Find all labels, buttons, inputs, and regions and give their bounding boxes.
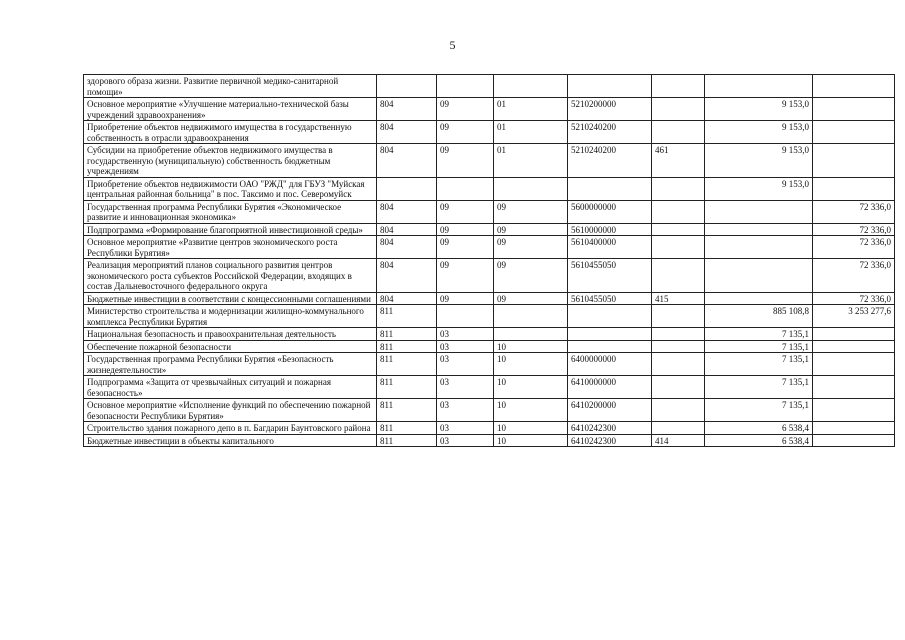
row-article-cell: 6410242300 — [568, 422, 652, 435]
table-row — [84, 144, 895, 178]
row-code-cell: 811 — [377, 328, 437, 341]
row-section-cell: 03 — [437, 434, 494, 447]
budget-table-body — [84, 75, 895, 447]
row-subsection-cell: 10 — [494, 434, 568, 447]
row-article-cell: 5610455050 — [568, 292, 652, 305]
row-article-cell: 5210240200 — [568, 121, 652, 144]
row-value1-cell — [705, 259, 813, 293]
row-value1-cell: 9 153,0 — [705, 121, 813, 144]
row-section-cell — [437, 305, 494, 328]
row-section-cell: 09 — [437, 259, 494, 293]
row-value2-cell: 72 336,0 — [813, 236, 895, 259]
row-section-cell: 09 — [437, 121, 494, 144]
table-row — [84, 340, 895, 353]
row-section-cell: 09 — [437, 144, 494, 178]
row-subsection-cell: 09 — [494, 292, 568, 305]
row-code-cell: 811 — [377, 353, 437, 376]
row-type-cell: 461 — [652, 144, 705, 178]
row-subsection-cell: 10 — [494, 399, 568, 422]
row-code-cell: 811 — [377, 399, 437, 422]
row-value1-cell — [705, 223, 813, 236]
row-value1-cell: 6 538,4 — [705, 434, 813, 447]
table-row — [84, 121, 895, 144]
row-section-cell: 09 — [437, 292, 494, 305]
row-value2-cell — [813, 376, 895, 399]
row-article-cell — [568, 177, 652, 200]
row-type-cell — [652, 121, 705, 144]
row-subsection-cell: 01 — [494, 144, 568, 178]
table-row — [84, 399, 895, 422]
row-value1-cell: 9 153,0 — [705, 98, 813, 121]
row-value1-cell: 7 135,1 — [705, 353, 813, 376]
table-row — [84, 422, 895, 435]
row-value2-cell — [813, 98, 895, 121]
row-section-cell: 09 — [437, 98, 494, 121]
row-code-cell: 811 — [377, 434, 437, 447]
row-section-cell: 03 — [437, 422, 494, 435]
row-name-cell: Основное мероприятие «Развитие центров экономического роста Республики Бурятия» — [84, 236, 377, 259]
row-article-cell: 6400000000 — [568, 353, 652, 376]
row-type-cell — [652, 353, 705, 376]
row-subsection-cell: 10 — [494, 422, 568, 435]
row-type-cell — [652, 75, 705, 98]
row-type-cell — [652, 422, 705, 435]
row-name-cell: Основное мероприятие «Исполнение функций по обеспечению пожарной безопасности Республики Бурятия» — [84, 399, 377, 422]
row-value2-cell — [813, 434, 895, 447]
row-code-cell: 804 — [377, 200, 437, 223]
row-code-cell: 804 — [377, 98, 437, 121]
table-row — [84, 75, 895, 98]
table-row — [84, 236, 895, 259]
row-value1-cell — [705, 236, 813, 259]
row-article-cell: 5610455050 — [568, 259, 652, 293]
row-section-cell: 03 — [437, 376, 494, 399]
row-value1-cell — [705, 292, 813, 305]
row-code-cell — [377, 177, 437, 200]
row-type-cell — [652, 98, 705, 121]
row-code-cell: 804 — [377, 236, 437, 259]
row-subsection-cell: 10 — [494, 376, 568, 399]
row-name-cell: здорового образа жизни. Развитие первичной медико-санитарной помощи» — [84, 75, 377, 98]
row-value2-cell — [813, 399, 895, 422]
row-value2-cell — [813, 121, 895, 144]
row-value2-cell: 72 336,0 — [813, 259, 895, 293]
row-name-cell: Бюджетные инвестиции в соответствии с концессионными соглашениями — [84, 292, 377, 305]
row-subsection-cell: 09 — [494, 223, 568, 236]
row-value2-cell — [813, 144, 895, 178]
row-name-cell: Министерство строительства и модернизации жилищно-коммунального комплекса Республики Бурятия — [84, 305, 377, 328]
table-row — [84, 292, 895, 305]
row-type-cell: 414 — [652, 434, 705, 447]
row-subsection-cell: 01 — [494, 98, 568, 121]
row-section-cell: 09 — [437, 223, 494, 236]
row-name-cell: Приобретение объектов недвижимости ОАО "РЖД" для ГБУЗ "Муйская центральная районная больница" в пос. Таксимо и пос. Северомуйск — [84, 177, 377, 200]
row-value2-cell: 72 336,0 — [813, 292, 895, 305]
row-value2-cell: 72 336,0 — [813, 200, 895, 223]
table-row — [84, 353, 895, 376]
row-name-cell: Государственная программа Республики Бурятия «Безопасность жизнедеятельности» — [84, 353, 377, 376]
row-name-cell: Реализация мероприятий планов социального развития центров экономического роста субъектов Российской Федерации, входящих в состав Дальневосточного федерального округа — [84, 259, 377, 293]
row-section-cell: 03 — [437, 328, 494, 341]
row-value1-cell — [705, 75, 813, 98]
row-value2-cell: 72 336,0 — [813, 223, 895, 236]
table-row — [84, 98, 895, 121]
table-row — [84, 434, 895, 447]
row-article-cell: 5610000000 — [568, 223, 652, 236]
row-subsection-cell — [494, 305, 568, 328]
row-type-cell — [652, 177, 705, 200]
row-value1-cell: 9 153,0 — [705, 144, 813, 178]
row-value1-cell: 7 135,1 — [705, 328, 813, 341]
row-code-cell: 804 — [377, 144, 437, 178]
row-value2-cell: 3 253 277,6 — [813, 305, 895, 328]
row-name-cell: Приобретение объектов недвижимого имущества в государственную собственность в отрасли здравоохранения — [84, 121, 377, 144]
row-name-cell: Строительство здания пожарного депо в п. Багдарин Баунтовского района — [84, 422, 377, 435]
row-value1-cell: 885 108,8 — [705, 305, 813, 328]
row-article-cell — [568, 75, 652, 98]
row-type-cell: 415 — [652, 292, 705, 305]
row-code-cell: 804 — [377, 292, 437, 305]
row-code-cell: 811 — [377, 305, 437, 328]
row-article-cell: 5210200000 — [568, 98, 652, 121]
row-section-cell — [437, 75, 494, 98]
row-value2-cell — [813, 340, 895, 353]
row-article-cell — [568, 340, 652, 353]
row-subsection-cell: 10 — [494, 340, 568, 353]
row-article-cell: 5210240200 — [568, 144, 652, 178]
table-row — [84, 305, 895, 328]
row-value1-cell: 7 135,1 — [705, 340, 813, 353]
row-value1-cell: 9 153,0 — [705, 177, 813, 200]
budget-table — [83, 74, 895, 447]
row-article-cell: 5610400000 — [568, 236, 652, 259]
row-type-cell — [652, 340, 705, 353]
table-row — [84, 177, 895, 200]
table-row — [84, 328, 895, 341]
row-code-cell: 804 — [377, 121, 437, 144]
row-article-cell — [568, 328, 652, 341]
row-code-cell: 811 — [377, 422, 437, 435]
row-article-cell: 6410000000 — [568, 376, 652, 399]
row-name-cell: Основное мероприятие «Улучшение материально-технической базы учреждений здравоохранения» — [84, 98, 377, 121]
row-section-cell: 03 — [437, 399, 494, 422]
table-row — [84, 200, 895, 223]
row-article-cell: 6410242300 — [568, 434, 652, 447]
row-type-cell — [652, 223, 705, 236]
row-type-cell — [652, 236, 705, 259]
row-type-cell — [652, 200, 705, 223]
row-subsection-cell: 09 — [494, 200, 568, 223]
row-code-cell: 811 — [377, 340, 437, 353]
row-name-cell: Обеспечение пожарной безопасности — [84, 340, 377, 353]
row-value2-cell — [813, 422, 895, 435]
row-code-cell: 811 — [377, 376, 437, 399]
table-row — [84, 259, 895, 293]
row-section-cell: 03 — [437, 340, 494, 353]
row-subsection-cell — [494, 328, 568, 341]
row-value1-cell: 6 538,4 — [705, 422, 813, 435]
row-code-cell: 804 — [377, 259, 437, 293]
row-section-cell — [437, 177, 494, 200]
row-type-cell — [652, 259, 705, 293]
page-number: 5 — [449, 38, 456, 52]
row-subsection-cell: 09 — [494, 259, 568, 293]
row-section-cell: 03 — [437, 353, 494, 376]
row-type-cell — [652, 399, 705, 422]
row-name-cell: Национальная безопасность и правоохранительная деятельность — [84, 328, 377, 341]
table-row — [84, 223, 895, 236]
table-row — [84, 376, 895, 399]
row-name-cell: Субсидии на приобретение объектов недвижимого имущества в государственную (муниципальную) собственность бюджетным учреждениям — [84, 144, 377, 178]
row-subsection-cell — [494, 75, 568, 98]
row-article-cell: 5600000000 — [568, 200, 652, 223]
row-value1-cell: 7 135,1 — [705, 399, 813, 422]
row-article-cell: 6410200000 — [568, 399, 652, 422]
row-value2-cell — [813, 177, 895, 200]
row-value2-cell — [813, 328, 895, 341]
row-name-cell: Подпрограмма «Формирование благоприятной инвестиционной среды» — [84, 223, 377, 236]
row-subsection-cell: 09 — [494, 236, 568, 259]
row-section-cell: 09 — [437, 236, 494, 259]
row-article-cell — [568, 305, 652, 328]
row-code-cell: 804 — [377, 223, 437, 236]
row-value1-cell: 7 135,1 — [705, 376, 813, 399]
row-subsection-cell: 01 — [494, 121, 568, 144]
row-name-cell: Бюджетные инвестиции в объекты капитального — [84, 434, 377, 447]
row-section-cell: 09 — [437, 200, 494, 223]
row-value2-cell — [813, 353, 895, 376]
row-name-cell: Государственная программа Республики Бурятия «Экономическое развитие и инновационная экономика» — [84, 200, 377, 223]
row-name-cell: Подпрограмма «Защита от чрезвычайных ситуаций и пожарная безопасность» — [84, 376, 377, 399]
row-subsection-cell — [494, 177, 568, 200]
row-type-cell — [652, 305, 705, 328]
row-code-cell — [377, 75, 437, 98]
row-value1-cell — [705, 200, 813, 223]
row-subsection-cell: 10 — [494, 353, 568, 376]
row-type-cell — [652, 328, 705, 341]
row-type-cell — [652, 376, 705, 399]
row-value2-cell — [813, 75, 895, 98]
